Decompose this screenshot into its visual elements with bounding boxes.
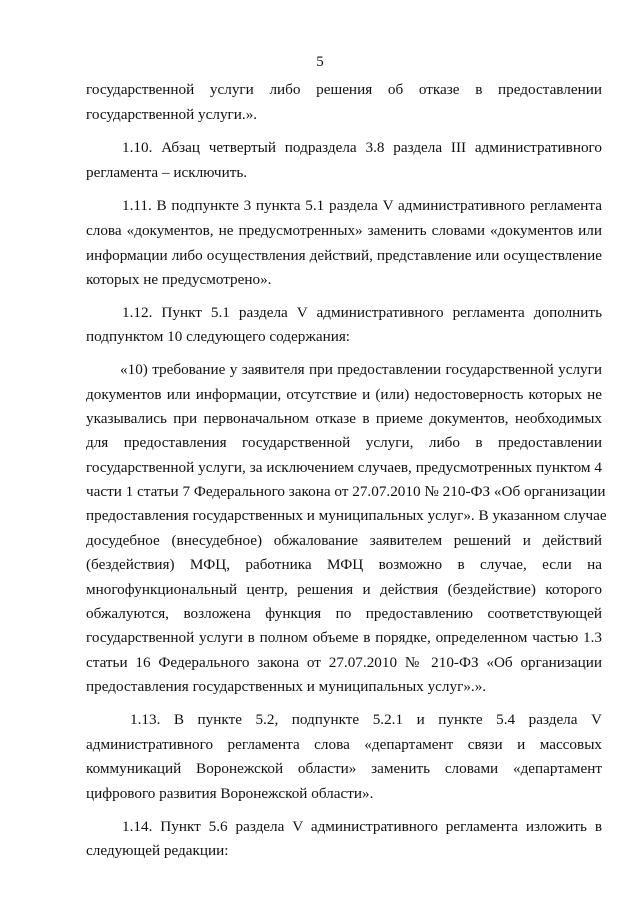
text-line: информации либо осуществления действий, представление или осуществление (86, 247, 602, 264)
text-line: предоставления государственных и муниципальных услуг».». (86, 678, 487, 695)
text-line: коммуникаций Воронежской области» заменить словами «департамент (86, 760, 602, 777)
text-line: досудебное (внесудебное) обжалование заявителем решений и действий (86, 532, 602, 549)
text-line: государственной услуги.». (86, 106, 258, 123)
text-line: слова «документов, не предусмотренных» заменить словами «документов или (86, 222, 602, 239)
text-line: документов или информации, отсутствие и (или) недостоверность которых не (86, 386, 602, 403)
text-line: государственной услуги либо решения об отказе в предоставлении (86, 81, 602, 98)
text-line: административного регламента слова «департамент связи и массовых (86, 736, 602, 753)
text-line: 1.12. Пункт 5.1 раздела V административного регламента дополнить (122, 304, 602, 321)
text-line: предоставления государственных и муниципальных услуг». В указанном случае (86, 507, 607, 524)
text-line: обжалуются, возложена функция по предоставлению соответствующей (86, 605, 602, 622)
text-line: которых не предусмотрено». (86, 271, 272, 288)
text-line: многофункциональный центр, решения и действия (бездействие) которого (86, 581, 602, 598)
text-line: цифрового развития Воронежской области». (86, 785, 374, 802)
text-line: 1.11. В подпункте 3 пункта 5.1 раздела V административного регламента (122, 197, 602, 214)
text-line: для предоставления государственной услуги, либо в предоставлении (86, 434, 602, 451)
page-number: 5 (316, 54, 324, 70)
text-line: 1.10. Абзац четвертый подраздела 3.8 раздела III административного (122, 139, 602, 156)
text-line: статьи 16 Федерального закона от 27.07.2010 № 210-ФЗ «Об организации (86, 654, 602, 671)
text-line: указывались при первоначальном отказе в приеме документов, необходимых (86, 410, 602, 427)
text-line: (бездействия) МФЦ, работника МФЦ возможно в случае, если на (86, 556, 602, 573)
text-line: регламента – исключить. (86, 164, 248, 181)
text-line: государственной услуги в полном объеме в порядке, определенном частью 1.3 (86, 629, 602, 646)
text-line: 1.13. В пункте 5.2, подпункте 5.2.1 и пункте 5.4 раздела V (130, 711, 602, 728)
text-line: части 1 статьи 7 Федерального закона от 27.07.2010 № 210-ФЗ «Об организации (86, 483, 606, 500)
text-line: следующей редакции: (86, 842, 229, 859)
text-line: государственной услуги, за исключением случаев, предусмотренных пунктом 4 (86, 459, 602, 476)
text-line: 1.14. Пункт 5.6 раздела V административного регламента изложить в (122, 818, 602, 835)
text-line: подпунктом 10 следующего содержания: (86, 328, 351, 345)
text-line: «10) требование у заявителя при предоставлении государственной услуги (120, 361, 602, 378)
